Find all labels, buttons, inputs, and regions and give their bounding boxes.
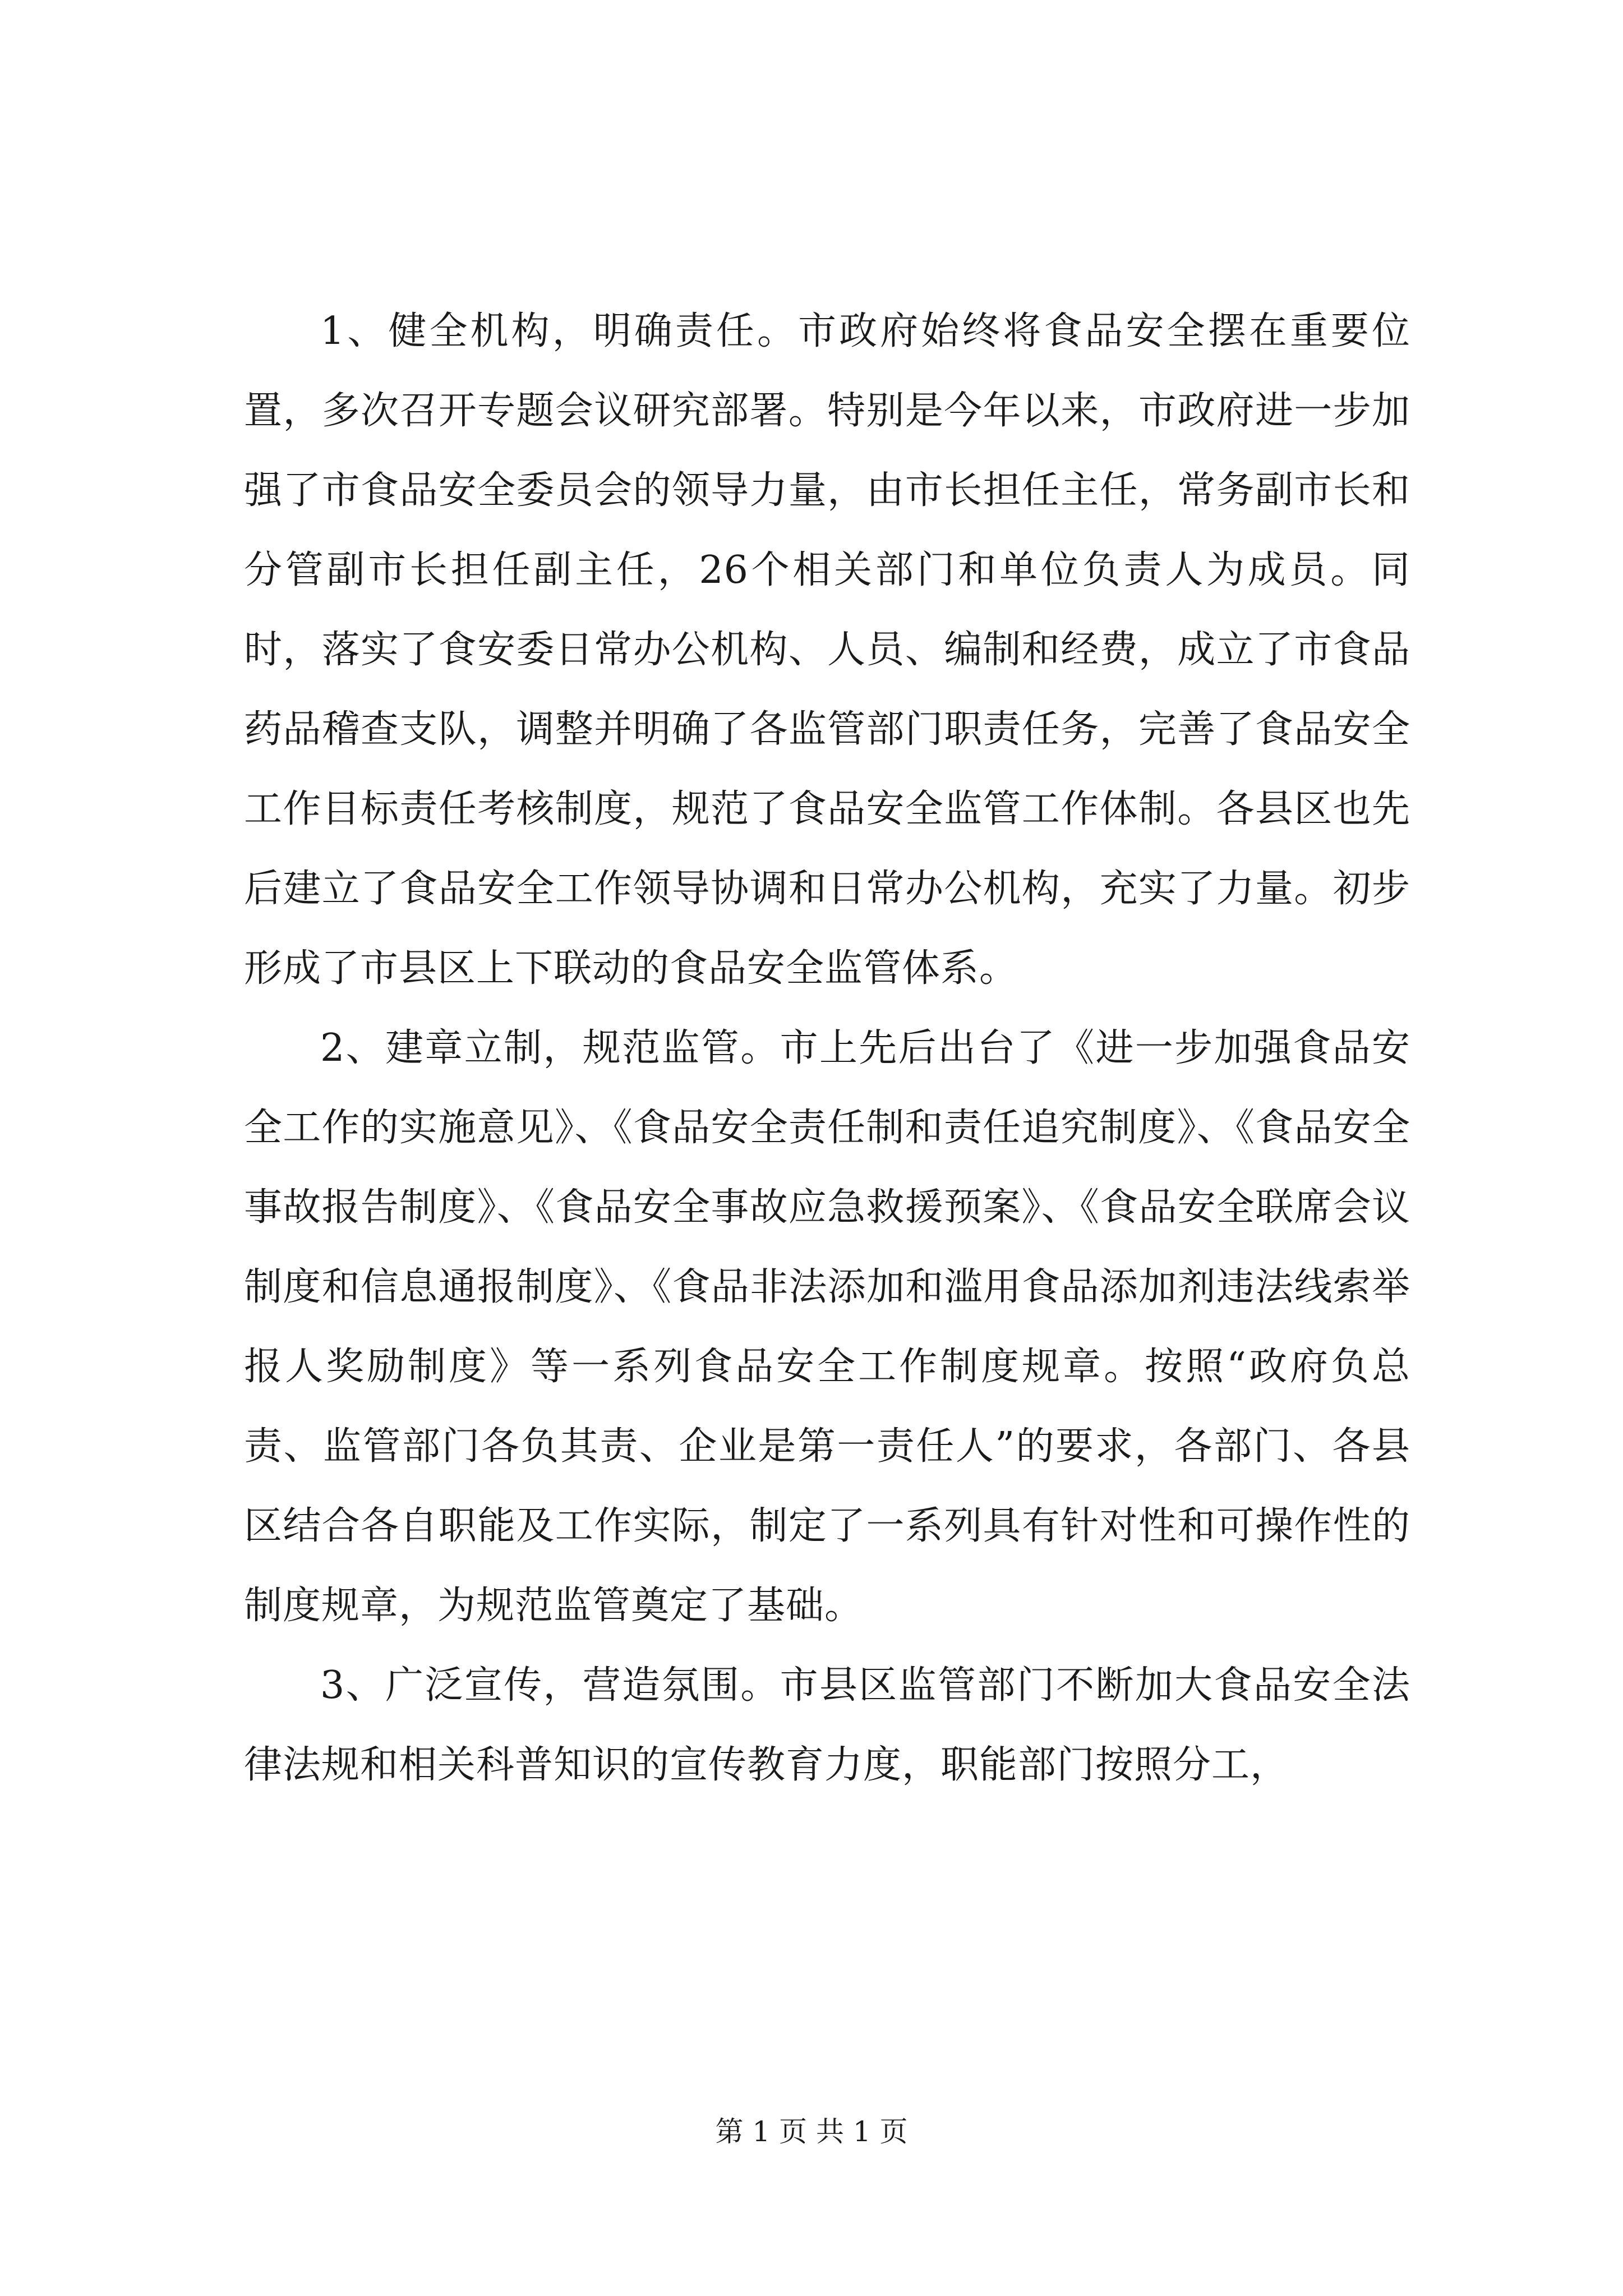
page-number-label: 第 1 页 共 1 页 bbox=[715, 2115, 908, 2148]
paragraph-1: 1、健全机构，明确责任。市政府始终将食品安全摆在重要位置，多次召开专题会议研究部署。特别是今年以来，市政府进一步加强了市食品安全委员会的领导力量，由市长担任主任，常务副市长和分管副市长担任副主任，26个相关部门和单位负责人为成员。同时，落实了食安委日常办公机构、人员、编制和经费，成立了市食品药品稽查支队，调整并明确了各监管部门职责任务，完善了食品安全工作目标责任考核制度，规范了食品安全监管工作体制。各县区也先后建立了食品安全工作领导协调和日常办公机构，充实了力量。初步形成了市县区上下联动的食品安全监管体系。 bbox=[244, 309, 1410, 991]
paragraph-3: 3、广泛宣传，营造氛围。市县区监管部门不断加大食品安全法律法规和相关科普知识的宣传教育力度，职能部门按照分工， bbox=[244, 1663, 1410, 1787]
paragraph-2: 2、建章立制，规范监管。市上先后出台了《进一步加强食品安全工作的实施意见》、《食品安全责任制和责任追究制度》、《食品安全事故报告制度》、《食品安全事故应急救援预案》、《食品安全联席会议制度和信息通报制度》、《食品非法添加和滥用食品添加剂违法线索举报人奖励制度》等一系列食品安全工作制度规章。按照“政府负总责、监管部门各负其责、企业是第一责任人”的要求，各部门、各县区结合各自职能及工作实际，制定了一系列具有针对性和可操作性的制度规章，为规范监管奠定了基础。 bbox=[244, 1026, 1410, 1628]
document-body bbox=[244, 292, 1410, 1805]
page-footer bbox=[0, 2115, 1623, 2148]
